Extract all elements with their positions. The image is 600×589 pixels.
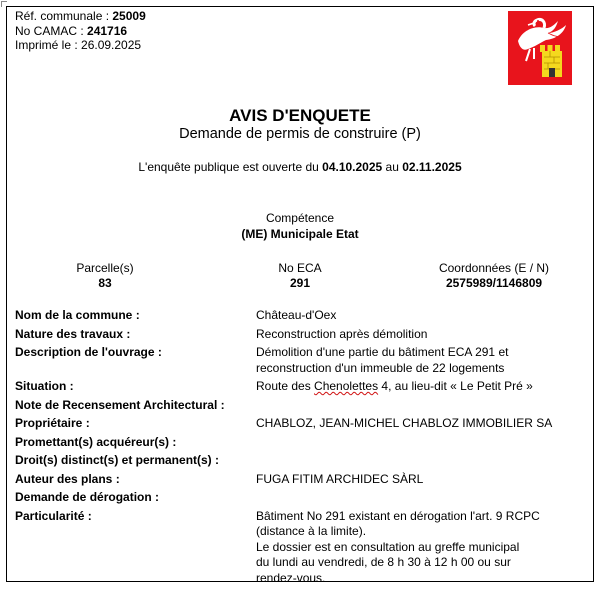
detail-value [256,345,590,376]
detail-label: Nom de la commune : [15,308,140,322]
notice-title: AVIS D'ENQUETE [229,106,371,125]
competence-label: Compétence [265,211,335,225]
no-camac: No CAMAC : 241716 [15,23,128,38]
detail-value [256,398,590,414]
detail-label: Promettant(s) acquéreur(s) : [15,434,177,449]
detail-value-line: Reconstruction après démolition [256,326,428,341]
detail-label: Nature des travaux : [15,326,131,341]
detail-label: Particularité : [15,508,92,523]
competence-block [0,211,600,242]
detail-label: Description de l'ouvrage : [15,345,162,359]
detail-label: Droit(s) distinct(s) et permanent(s) : [15,453,220,467]
detail-row [15,490,590,506]
detail-value [256,509,590,587]
eca-column: No ECA 291 [278,261,322,290]
detail-value [256,490,590,506]
detail-value-line: FUGA FITIM ARCHIDEC SÀRL [256,471,424,486]
detail-value [256,308,590,324]
detail-value [256,453,590,469]
detail-value-line: Bâtiment No 291 existant en dérogation l'art. 9 RCPC [256,508,540,523]
detail-value: Route des Chenolettes 4, au lieu-dit « Le Petit Pré » [256,379,533,393]
detail-value-line: Le dossier est en consultation au greffe municipal [256,539,520,554]
inquiry-end-date: 02.11.2025 [402,160,462,174]
detail-row [15,327,590,343]
coat-of-arms-icon [508,11,572,85]
coordinates-column: Coordonnées (E / N) 2575989/1146809 [438,261,550,290]
detail-value-line: reconstruction d'un immeuble de 22 logements [256,360,505,375]
detail-row [15,416,590,432]
detail-row [15,379,590,395]
detail-value-line: CHABLOZ, JEAN-MICHEL CHABLOZ IMMOBILIER SA [256,416,553,430]
ref-communale: Réf. communale : 25009 [15,9,146,23]
detail-row [15,509,590,587]
detail-row [15,435,590,451]
competence-value: (ME) Municipale Etat [241,226,359,241]
detail-row [15,472,590,488]
detail-label: Note de Recensement Architectural : [15,397,225,412]
details-table [15,308,590,589]
detail-label: Propriétaire : [15,416,90,430]
detail-row [15,308,590,324]
document-corner-mark [1,1,7,7]
detail-row [15,453,590,469]
detail-label: Auteur des plans : [15,471,120,486]
detail-value-line: rendez-vous. [256,570,326,585]
inquiry-period: L'enquête publique est ouverte du 04.10.2025 au 02.11.2025 [138,160,462,174]
detail-label: Situation : [15,379,74,393]
detail-value-line: Démolition d'une partie du bâtiment ECA 291 et [256,345,509,359]
detail-value-line: (distance à la limite). [256,524,367,538]
spellcheck-word: Chenolettes [314,379,379,393]
detail-row [15,398,590,414]
detail-value [256,435,590,451]
detail-label: Demande de dérogation : [15,490,160,504]
detail-value-line: Château-d'Oex [256,308,337,322]
detail-value [256,472,590,488]
detail-value-line: du lundi au vendredi, de 8 h 30 à 12 h 00 ou sur [256,555,511,569]
notice-subtitle: Demande de permis de construire (P) [179,126,421,142]
detail-row [15,345,590,376]
detail-value [256,416,590,432]
printed-date: Imprimé le : 26.09.2025 [15,38,142,52]
inquiry-start-date: 04.10.2025 [322,160,383,174]
detail-value [256,327,590,343]
reference-header [15,9,146,53]
parcel-column: Parcelle(s) 83 [76,261,134,290]
